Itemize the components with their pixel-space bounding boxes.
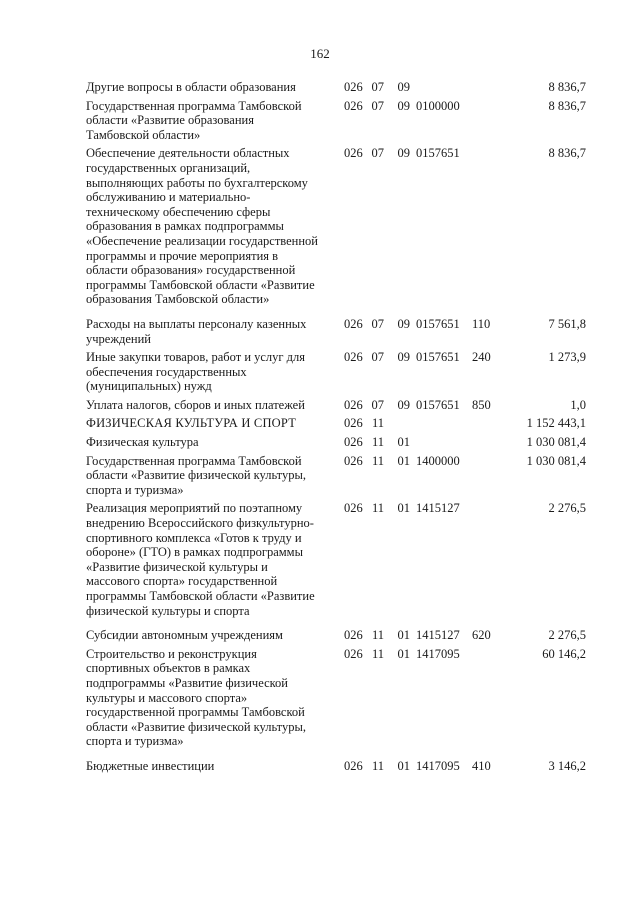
expense-type-code: 240: [472, 350, 491, 365]
amount: 1 273,9: [548, 350, 586, 365]
target-code: 1417095: [416, 646, 460, 661]
ministry-code: 026: [344, 416, 363, 431]
subsection-code: 01: [397, 628, 410, 643]
expense-type-code: [468, 435, 502, 450]
ministry-code: 026: [344, 453, 363, 468]
amount: 8 836,7: [548, 80, 586, 94]
target-code: 1415127: [416, 628, 460, 643]
subsection-code: 09: [397, 316, 410, 331]
subsection-code: 09: [397, 350, 410, 365]
expense-type-code: 620: [472, 628, 491, 643]
ministry-code: 026: [344, 628, 363, 643]
expense-type-code: 850: [472, 397, 491, 412]
section-code: 07: [371, 80, 384, 94]
table-row: [86, 759, 586, 774]
expense-type-code: 110: [472, 316, 491, 331]
expense-type-code: [468, 146, 502, 307]
table-row: [86, 647, 586, 749]
amount: 8 836,7: [548, 146, 586, 161]
amount: 2 276,5: [548, 501, 586, 516]
table-row: [86, 435, 586, 450]
row-name: ФИЗИЧЕСКАЯ КУЛЬТУРА И СПОРТ: [86, 416, 297, 431]
row-name: Другие вопросы в области образования: [86, 80, 296, 94]
section-code: 11: [371, 416, 384, 431]
table-row: [86, 350, 586, 394]
amount: 1,0: [570, 397, 586, 412]
table-row: [86, 398, 586, 413]
expense-type-code: [468, 80, 502, 95]
amount: 2 276,5: [548, 628, 586, 643]
ministry-code: 026: [344, 98, 363, 113]
subsection-code: [386, 416, 410, 431]
amount: 3 146,2: [548, 758, 586, 773]
section-code: 11: [371, 501, 384, 516]
target-code: 1415127: [416, 501, 460, 516]
ministry-code: 026: [344, 758, 363, 773]
subsection-code: 09: [397, 397, 410, 412]
page-number: 162: [310, 46, 330, 61]
table-row: [86, 501, 586, 618]
expense-type-code: [468, 416, 502, 431]
expense-type-code: [468, 454, 502, 498]
row-name: Физическая культура: [86, 435, 199, 450]
table-row: [86, 317, 586, 346]
amount: 7 561,8: [548, 316, 586, 331]
table-row: [86, 416, 586, 431]
subsection-code: 01: [397, 501, 410, 516]
amount: 1 152 443,1: [526, 416, 586, 431]
row-name: Обеспечение деятельности областных государственных организаций, выполняющих работы по бухгалтерскому обслуживанию и материально-техническому обеспечению сферы образования в рамках подпрограммы «Обеспечение реализации государственной программы и прочие мероприятия в области образования» государственной программы Тамбовской области «Развитие образования Тамбовской области»: [86, 146, 318, 307]
target-code: 0157651: [416, 146, 460, 161]
table-row: [86, 146, 586, 307]
subsection-code: 09: [397, 98, 410, 113]
expense-type-code: 410: [472, 758, 491, 773]
target-code: 0157651: [416, 350, 460, 365]
section-code: 11: [371, 435, 384, 450]
subsection-code: 01: [397, 758, 410, 773]
section-code: 07: [371, 316, 384, 331]
target-code: 0157651: [416, 397, 460, 412]
table-row: [86, 454, 586, 498]
row-name: Реализация мероприятий по поэтапному внедрению Всероссийского физкультурно-спортивного комплекса «Готов к труду и обороне» (ГТО) в рамках подпрограммы «Развитие физической культуры и массового спорта» государственной программы Тамбовской области «Развитие физической культуры и спорта: [86, 501, 315, 618]
section-code: 11: [371, 628, 384, 643]
table-row: [86, 80, 586, 95]
amount: 1 030 081,4: [526, 435, 586, 450]
row-name: Государственная программа Тамбовской области «Развитие физической культуры, спорта и туризма»: [86, 453, 307, 497]
ministry-code: 026: [344, 646, 363, 661]
subsection-code: 09: [397, 80, 410, 94]
ministry-code: 026: [344, 316, 363, 331]
ministry-code: 026: [344, 501, 363, 516]
amount: 1 030 081,4: [526, 453, 586, 468]
row-name: Строительство и реконструкция спортивных объектов в рамках подпрограммы «Развитие физической культуры и массового спорта» государственной программы Тамбовской области «Развитие физической культуры, спорта и туризма»: [86, 646, 307, 749]
row-name: Государственная программа Тамбовской области «Развитие образования Тамбовской области»: [86, 98, 302, 142]
section-code: 07: [371, 146, 384, 161]
section-code: 11: [371, 646, 384, 661]
target-code: 0100000: [416, 98, 460, 113]
expense-type-code: [468, 99, 502, 143]
target-code: [410, 416, 468, 431]
expense-type-code: [468, 501, 502, 618]
section-code: 07: [371, 397, 384, 412]
row-name: Субсидии автономным учреждениям: [86, 628, 283, 643]
target-code: [410, 80, 468, 95]
subsection-code: 09: [397, 146, 410, 161]
ministry-code: 026: [344, 350, 363, 365]
target-code: 0157651: [416, 316, 460, 331]
row-name: Иные закупки товаров, работ и услуг для обеспечения государственных (муниципальных) нужд: [86, 350, 306, 394]
amount: 60 146,2: [542, 646, 586, 661]
target-code: 1400000: [416, 453, 460, 468]
target-code: 1417095: [416, 758, 460, 773]
section-code: 07: [371, 350, 384, 365]
budget-table: [86, 80, 586, 778]
row-name: Расходы на выплаты персоналу казенных учреждений: [86, 316, 307, 346]
section-code: 11: [371, 758, 384, 773]
subsection-code: 01: [397, 435, 410, 450]
section-code: 11: [371, 453, 384, 468]
target-code: [410, 435, 468, 450]
row-name: Бюджетные инвестиции: [86, 758, 215, 773]
ministry-code: 026: [344, 397, 363, 412]
table-row: [86, 628, 586, 643]
table-row: [86, 99, 586, 143]
amount: 8 836,7: [548, 98, 586, 113]
subsection-code: 01: [397, 646, 410, 661]
ministry-code: 026: [344, 80, 363, 94]
ministry-code: 026: [344, 435, 363, 450]
section-code: 07: [371, 98, 384, 113]
row-name: Уплата налогов, сборов и иных платежей: [86, 397, 305, 412]
subsection-code: 01: [397, 453, 410, 468]
ministry-code: 026: [344, 146, 363, 161]
expense-type-code: [468, 647, 502, 749]
